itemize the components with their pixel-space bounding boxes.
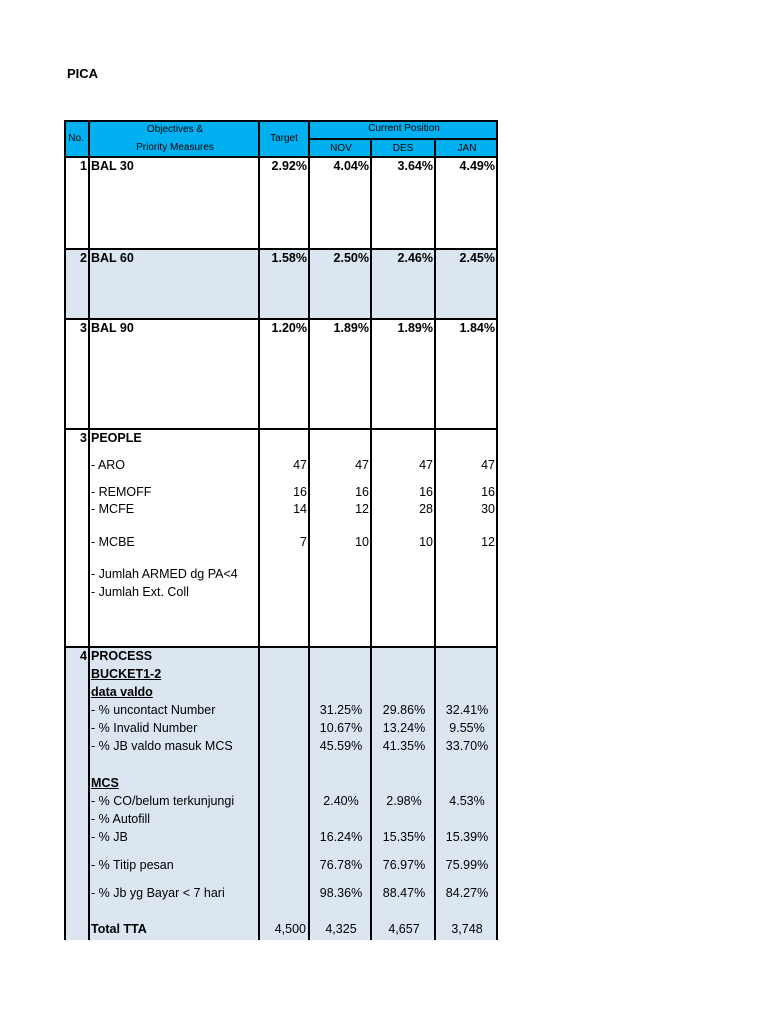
bal30-nov: 4.04%	[333, 159, 369, 173]
people-row-target: 16	[293, 485, 307, 499]
mcs-row-label: - % Jb yg Bayar < 7 hari	[91, 886, 225, 900]
people-row-label: - ARO	[91, 458, 126, 472]
total-tta-nov: 4,325	[325, 922, 357, 936]
valdo-row-nov: 10.67%	[319, 721, 363, 735]
mcs-row-label: - % JB	[91, 830, 128, 844]
header-month-des-label: DES	[392, 143, 414, 154]
mcs-row-label: - % Autofill	[91, 812, 151, 826]
people-row-des: 47	[419, 458, 433, 472]
bal90-nov: 1.89%	[333, 321, 369, 335]
people-row-target: 7	[300, 535, 307, 549]
bal90-jan: 1.84%	[459, 321, 495, 335]
valdo-row-des: 13.24%	[382, 721, 426, 735]
people-row-label: - Jumlah ARMED dg PA<4	[91, 567, 238, 581]
bal60-nov: 2.50%	[333, 251, 369, 265]
people-row-label: - Jumlah Ext. Coll	[91, 585, 189, 599]
border-col0	[64, 120, 66, 940]
process-no: 4	[80, 649, 87, 663]
bal90-target: 1.20%	[271, 321, 307, 335]
mcs-row-jan: 84.27%	[445, 886, 489, 900]
valdo-row-jan: 33.70%	[445, 739, 489, 753]
mcs-row-des: 88.47%	[382, 886, 426, 900]
people-row-des: 28	[419, 502, 433, 516]
border-col2	[258, 120, 260, 940]
mcs-row-jan: 4.53%	[449, 794, 485, 808]
header-current-position-label: Current Position	[368, 123, 440, 134]
border-col6	[496, 120, 498, 940]
valdo-row-nov: 31.25%	[319, 703, 363, 717]
valdo-row-jan: 9.55%	[449, 721, 485, 735]
people-label: PEOPLE	[91, 431, 142, 445]
total-tta-jan: 3,748	[451, 922, 483, 936]
bal60-des: 2.46%	[397, 251, 433, 265]
valdo-row-nov: 45.59%	[319, 739, 363, 753]
people-row-label: - REMOFF	[91, 485, 152, 499]
mcs-row-nov: 76.78%	[319, 858, 363, 872]
border-top	[64, 120, 498, 122]
valdo-row-des: 41.35%	[382, 739, 426, 753]
header-objectives-line1: Objectives &	[146, 124, 204, 135]
bal90-des: 1.89%	[397, 321, 433, 335]
valdo-row-label: - % uncontact Number	[91, 703, 216, 717]
bal30-label: BAL 30	[91, 159, 134, 173]
people-row-nov: 47	[355, 458, 369, 472]
page-title: PICA	[67, 66, 99, 81]
total-tta-target: 4,500	[274, 922, 306, 936]
border-col3	[308, 120, 310, 940]
process-label: PROCESS	[91, 649, 153, 663]
border-header-mid	[310, 138, 498, 140]
mcs-row-des: 76.97%	[382, 858, 426, 872]
bal30-jan: 4.49%	[459, 159, 495, 173]
valdo-row-jan: 32.41%	[445, 703, 489, 717]
bal60-jan: 2.45%	[459, 251, 495, 265]
mcs-row-label: - % Titip pesan	[91, 858, 174, 872]
mcs-row-des: 2.98%	[386, 794, 422, 808]
people-no: 3	[80, 431, 87, 445]
mcs-row-label: - % CO/belum terkunjungi	[91, 794, 235, 808]
data-valdo-label: data valdo	[91, 685, 153, 699]
valdo-row-label: - % Invalid Number	[91, 721, 198, 735]
bal30-no: 1	[80, 159, 87, 173]
mcs-row-jan: 75.99%	[445, 858, 489, 872]
header-no	[64, 120, 88, 158]
header-target	[260, 120, 308, 158]
bucket-label: BUCKET1-2	[91, 667, 162, 681]
header-no-label: No.	[68, 133, 84, 144]
people-row-des: 16	[419, 485, 433, 499]
people-row-jan: 47	[481, 458, 495, 472]
people-row-label: - MCFE	[91, 502, 135, 516]
header-target-label: Target	[270, 133, 298, 144]
people-row-jan: 16	[481, 485, 495, 499]
people-row-target: 47	[293, 458, 307, 472]
bal90-label: BAL 90	[91, 321, 134, 335]
bal60-target: 1.58%	[271, 251, 307, 265]
bal90-no: 3	[80, 321, 87, 335]
people-row-nov: 12	[355, 502, 369, 516]
header-current-position	[310, 120, 498, 138]
bal30-target: 2.92%	[271, 159, 307, 173]
people-row-nov: 10	[355, 535, 369, 549]
valdo-row-label: - % JB valdo masuk MCS	[91, 739, 233, 753]
people-row-des: 10	[419, 535, 433, 549]
valdo-row-des: 29.86%	[382, 703, 426, 717]
header-objectives-line2: Priority Measures	[136, 142, 214, 153]
mcs-row-nov: 16.24%	[319, 830, 363, 844]
mcs-row-nov: 2.40%	[323, 794, 359, 808]
total-tta-des: 4,657	[388, 922, 420, 936]
people-row-jan: 12	[481, 535, 495, 549]
total-tta-label: Total TTA	[91, 922, 147, 936]
bal60-label: BAL 60	[91, 251, 134, 265]
bal60-no: 2	[80, 251, 87, 265]
people-row-nov: 16	[355, 485, 369, 499]
mcs-label: MCS	[91, 776, 119, 790]
mcs-row-nov: 98.36%	[319, 886, 363, 900]
mcs-row-jan: 15.39%	[445, 830, 489, 844]
header-objectives	[90, 120, 260, 158]
people-row-label: - MCBE	[91, 535, 135, 549]
bal30-des: 3.64%	[397, 159, 433, 173]
people-row-target: 14	[293, 502, 307, 516]
people-row-jan: 30	[481, 502, 495, 516]
border-col1	[88, 120, 90, 940]
mcs-row-des: 15.35%	[382, 830, 426, 844]
header-month-jan-label: JAN	[457, 143, 477, 154]
header-month-nov-label: NOV	[330, 143, 352, 154]
